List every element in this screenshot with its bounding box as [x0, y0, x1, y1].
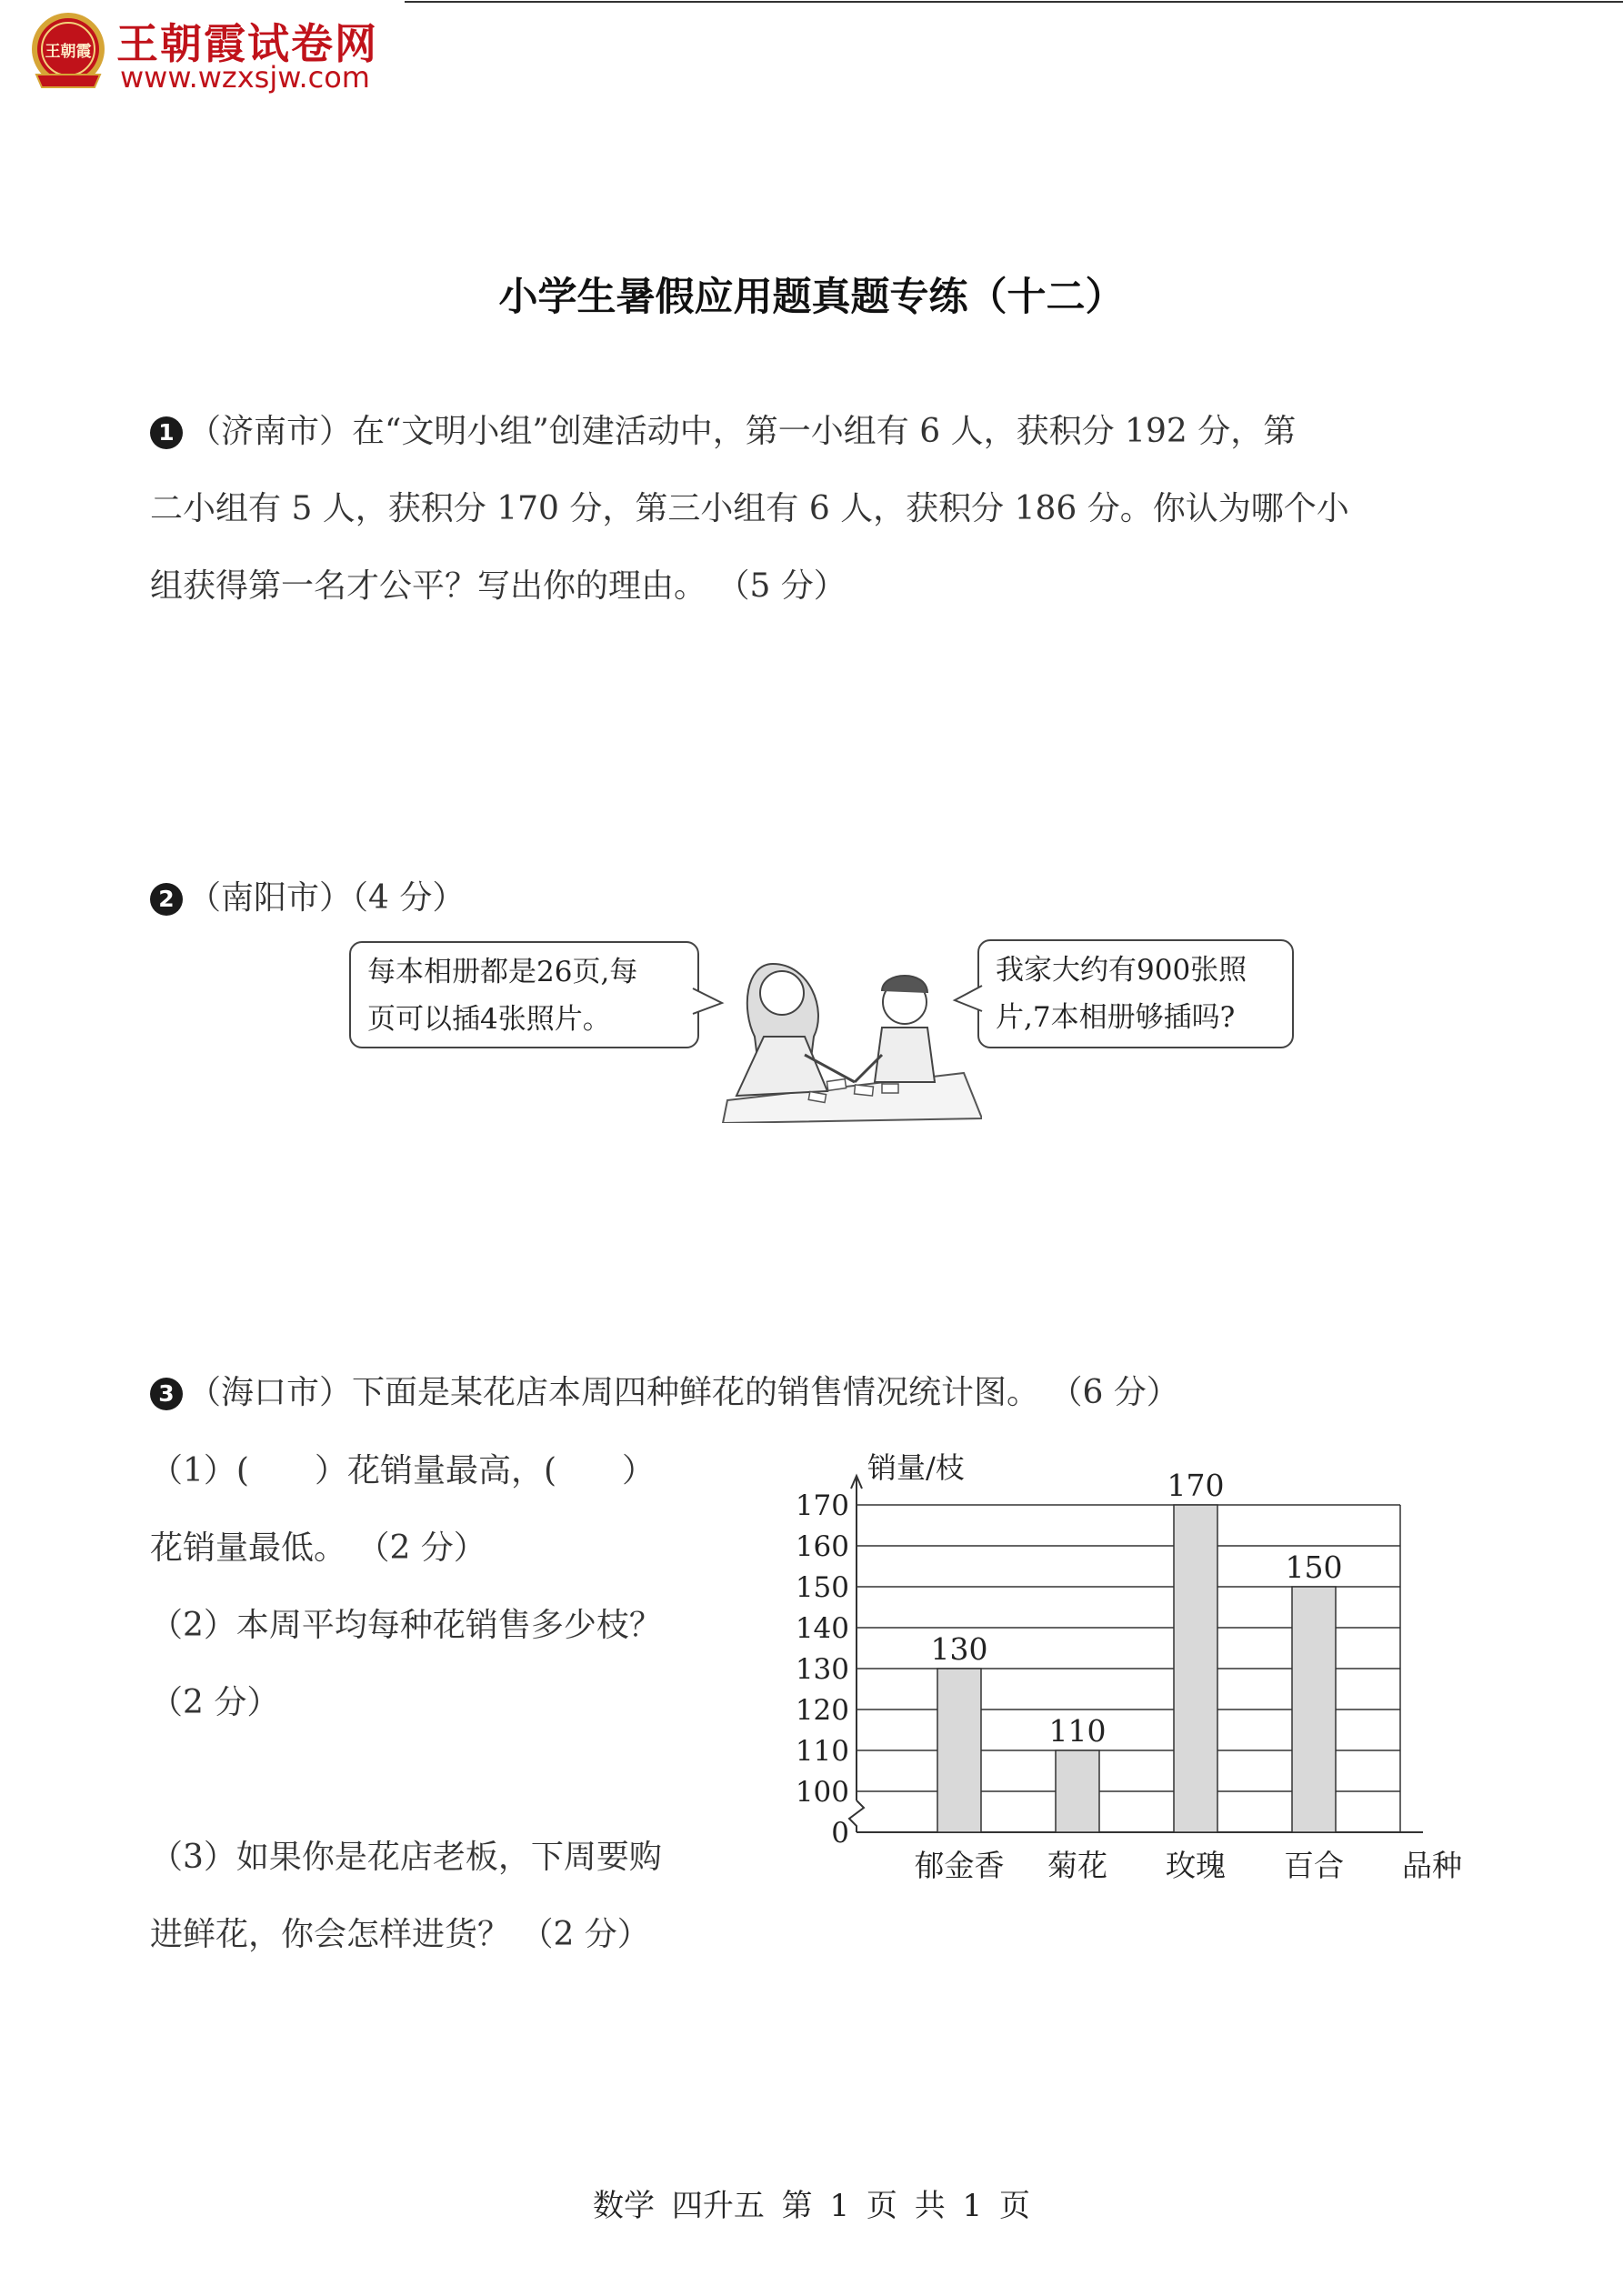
chart-y-tick-label: 170	[795, 1489, 849, 1522]
chart-bar	[937, 1669, 981, 1832]
children-illustration	[718, 937, 982, 1123]
chart-data-label: 170	[1167, 1468, 1225, 1503]
question-3-subquestions	[150, 1432, 768, 1973]
site-logo-url: www.wzxsjw.com	[120, 60, 370, 95]
question-2-line	[150, 859, 1478, 937]
subquestion-line: 进鲜花，你会怎样进货？ （2 分）	[150, 1916, 650, 1953]
question-1-text: （济南市）在“文明小组”创建活动中，第一小组有 6 人，获积分 192 分，第	[188, 413, 1297, 450]
chart-y-tick-label: 120	[795, 1694, 849, 1727]
question-1-line	[150, 393, 1478, 470]
speech-bubble-right	[977, 939, 1294, 1048]
speech-bubble-left	[349, 941, 699, 1048]
question-number-badge: 3	[150, 1378, 183, 1410]
chart-bar	[1292, 1587, 1336, 1832]
question-1-line: 二小组有 5 人，获积分 170 分，第三小组有 6 人，获积分 186 分。你认为哪个小	[150, 490, 1349, 527]
chart-data-label: 110	[1048, 1713, 1107, 1749]
bubble-line: 我家大约有900张照	[996, 954, 1247, 987]
chart-axis-break	[849, 1800, 864, 1832]
logo-seal-text: 王朝霞	[45, 43, 92, 61]
question-2-intro: （南阳市）（4 分）	[188, 879, 466, 917]
chart-x-tick-label: 菊花	[1047, 1848, 1107, 1883]
chart-y-tick-label: 0	[831, 1817, 849, 1850]
question-3-intro: （海口市）下面是某花店本周四种鲜花的销售情况统计图。 （6 分）	[188, 1374, 1179, 1411]
flower-sales-bar-chart	[782, 1432, 1473, 1905]
chart-y-tick-label: 160	[795, 1530, 849, 1563]
subquestion-line: （2）本周平均每种花销售多少枝？	[150, 1607, 662, 1644]
subquestion-line: 花销量最低。 （2 分）	[150, 1529, 486, 1567]
question-3	[150, 1354, 1478, 1431]
question-number-badge: 2	[150, 883, 183, 916]
chart-y-tick-label: 100	[795, 1776, 849, 1809]
chart-y-tick-label: 130	[795, 1653, 849, 1686]
bubble-line: 片,7本相册够插吗?	[996, 1001, 1236, 1034]
question-2	[150, 859, 1478, 937]
bubble-line: 每本相册都是26页,每	[367, 956, 638, 988]
site-logo-title: 王朝霞试卷网	[116, 19, 378, 68]
document-title: 小学生暑假应用题真题专练（十二）	[498, 275, 1125, 320]
subquestion-line: （3）如果你是花店老板，下周要购	[150, 1839, 662, 1876]
chart-bar	[1056, 1750, 1099, 1832]
bubble-line: 页可以插4张照片。	[367, 1003, 611, 1036]
page-footer: 数学 四升五 第 1 页 共 1 页	[593, 2188, 1030, 2224]
question-3-line	[150, 1354, 1478, 1431]
chart-x-tick-label: 玫瑰	[1166, 1848, 1226, 1883]
subquestion-line: （2 分）	[150, 1684, 280, 1721]
question-1	[150, 393, 1478, 625]
chart-data-label: 130	[930, 1631, 988, 1667]
question-1-line: 组获得第一名才公平？写出你的理由。 （5 分）	[150, 567, 847, 605]
chart-bar	[1174, 1505, 1217, 1832]
chart-x-tick-label: 百合	[1284, 1848, 1344, 1883]
chart-data-label: 150	[1285, 1549, 1343, 1585]
chart-y-tick-label: 110	[795, 1735, 849, 1768]
top-rule	[405, 1, 1623, 3]
chart-y-tick-label: 150	[795, 1571, 849, 1604]
chart-x-axis-label: 品种	[1402, 1848, 1462, 1883]
chart-x-tick-label: 郁金香	[914, 1848, 1005, 1883]
chart-y-tick-label: 140	[795, 1612, 849, 1645]
subquestion-line: （1）( ）花销量最高，( ）	[150, 1452, 655, 1489]
question-number-badge: 1	[150, 416, 183, 449]
chart-y-axis-label: 销量/枝	[867, 1450, 965, 1485]
logo-seal-icon	[27, 11, 109, 93]
